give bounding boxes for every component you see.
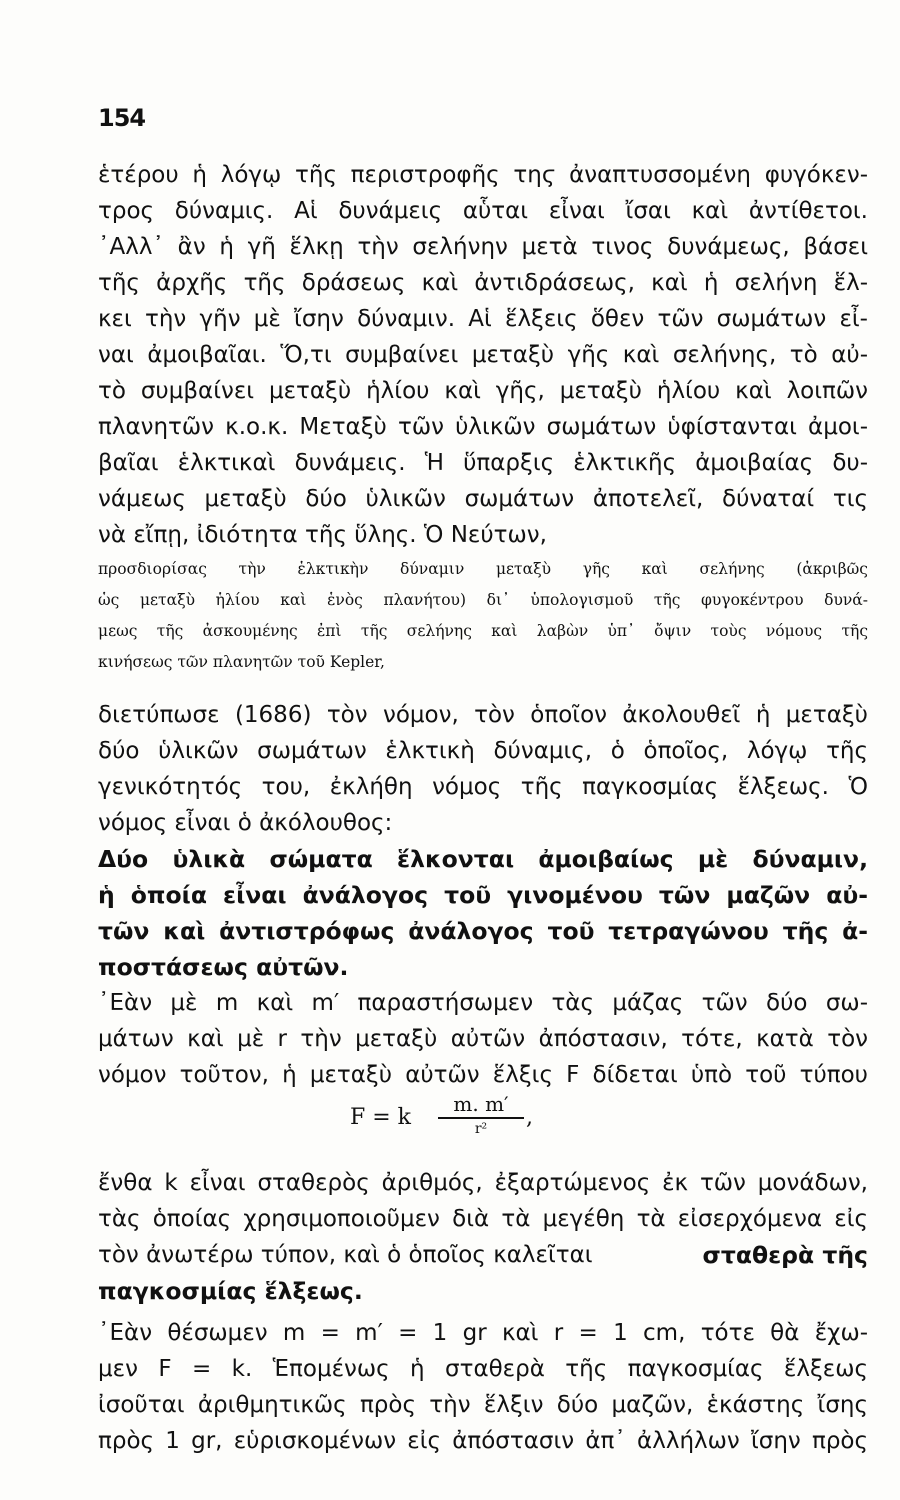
text-line: κει τὴν γῆν μὲ ἴσην δύναμιν. Αἱ ἕλξεις ὅθεν τῶν σωμάτων εἶ- [98,306,868,332]
text-line: μάτων καὶ μὲ r τὴν μεταξὺ αὐτῶν ἀπόστασιν, τότε, κατὰ τὸν [98,1026,868,1052]
text-line: δύο ὑλικῶν σωμάτων ἑλκτικὴ δύναμις, ὁ ὁποῖος, λόγῳ τῆς [98,738,868,764]
text-line: ἰσοῦται ἀριθμητικῶς πρὸς τὴν ἕλξιν δύο μαζῶν, ἑκάστης ἴσης [98,1392,868,1418]
law-statement-line: Δύο ὑλικὰ σώματα ἕλκονται ἀμοιβαίως μὲ δύναμιν, [98,845,868,873]
text-line: ᾽Αλλ᾽ ἂν ἡ γῆ ἕλκῃ τὴν σελήνην μετὰ τινος δυνάμεως, βάσει [98,234,868,260]
text-line: βαῖαι ἑλκτικαὶ δυνάμεις. Ἡ ὕπαρξις ἑλκτικῆς ἀμοιβαίας δυ- [98,450,868,476]
text-line: ἑτέρου ἡ λόγῳ τῆς περιστροφῆς τηϛ ἀναπτυσσομένη φυγόκεν- [98,162,868,188]
text-line: νάμεως μεταξὺ δύο ὑλικῶν σωμάτων ἀποτελεῖ, δύναταί τις [98,486,868,512]
gravitation-formula [350,1092,570,1152]
text-line: ᾽Εὰν θέσωμεν m = m′ = 1 gr καὶ r = 1 cm, τότε θὰ ἔχω- [98,1320,868,1346]
small-print-line: κινήσεως τῶν πλανητῶν τοῦ Kepler, [98,653,385,671]
formula-fraction [438,1092,524,1137]
text-line [98,1240,868,1270]
text-line: νόμον τοῦτον, ἡ μεταξὺ αὐτῶν ἕλξις F δίδεται ὑπὸ τοῦ τύπου [98,1062,868,1088]
bold-term: σταθερὰ τῆς [702,1241,868,1269]
bold-term-line: παγκοσμίας ἕλξεως. [98,1277,363,1305]
formula-numerator: m. m′ [453,1092,509,1116]
text-line: τὸ συμβαίνει μεταξὺ ἡλίου καὶ γῆς, μεταξὺ ἡλίου καὶ λοιπῶν [98,378,868,404]
formula-lhs: F = k [350,1105,412,1130]
text-segment: τὸν ἀνωτέρω τύπον, καὶ ὁ ὁποῖος καλεῖται [98,1242,593,1268]
fraction-bar [438,1117,524,1119]
small-print-line: μεως τῆς ἀσκουμένης ἐπὶ τῆς σελήνης καὶ λαβὼν ὑπ᾽ ὄψιν τοὺς νόμους τῆς [98,622,868,640]
page-number: 154 [98,104,146,132]
text-line: ᾽Εὰν μὲ m καὶ m′ παραστήσωμεν τὰς μάζας τῶν δύο σω- [98,990,868,1016]
law-statement-line: ποστάσεως αὐτῶν. [98,953,349,981]
text-line: τρος δύναμις. Αἱ δυνάμεις αὗται εἶναι ἴσαι καὶ ἀντίθετοι. [98,198,868,224]
small-print-line: προσδιορίσας τὴν ἑλκτικὴν δύναμιν μεταξὺ γῆς καὶ σελήνης (ἀκριβῶς [98,560,868,578]
small-print-line: ὡς μεταξὺ ἡλίου καὶ ἑνὸς πλανήτου) δι᾽ ὑπολογισμοῦ τῆς φυγοκέντρου δυνά- [98,591,868,609]
text-line: πρὸς 1 gr, εὑρισκομένων εἰς ἀπόστασιν ἀπ᾽ ἀλλήλων ἴσην πρὸς [98,1428,868,1454]
text-line: τῆς ἀρχῆς τῆς δράσεως καὶ ἀντιδράσεως, καὶ ἡ σελήνη ἕλ- [98,270,868,296]
text-line: μεν F = k. Ἑπομένως ἡ σταθερὰ τῆς παγκοσμίας ἕλξεως [98,1356,868,1382]
law-statement-line: τῶν καὶ ἀντιστρόφως ἀνάλογος τοῦ τετραγώνου τῆς ἀ- [98,917,868,945]
text-line: νὰ εἴπῃ, ἰδιότητα τῆς ὕλης. Ὁ Νεύτων, [98,522,547,548]
formula-denominator: r² [474,1121,488,1137]
text-line: ἔνθα k εἶναι σταθερὸς ἀριθμός, ἐξαρτώμενος ἐκ τῶν μονάδων, [98,1170,868,1196]
text-line: διετύπωσε (1686) τὸν νόμον, τὸν ὁποῖον ἀκολουθεῖ ἡ μεταξὺ [98,702,868,728]
text-line: ναι ἀμοιβαῖαι. Ὅ,τι συμβαίνει μεταξὺ γῆς καὶ σελήνης, τὸ αὐ- [98,342,868,368]
text-line: πλανητῶν κ.ο.κ. Μεταξὺ τῶν ὑλικῶν σωμάτων ὑφίστανται ἀμοι- [98,414,868,440]
law-statement-line: ἡ ὁποία εἶναι ἀνάλογος τοῦ γινομένου τῶν μαζῶν αὐ- [98,881,868,909]
text-line: τὰς ὁποίας χρησιμοποιοῦμεν διὰ τὰ μεγέθη τὰ εἰσερχόμενα εἰς [98,1206,868,1232]
text-line: γενικότητός του, ἐκλήθη νόμος τῆς παγκοσμίας ἕλξεως. Ὁ [98,774,868,800]
formula-comma: , [526,1105,533,1130]
text-line: νόμος εἶναι ὁ ἀκόλουθος: [98,810,393,836]
